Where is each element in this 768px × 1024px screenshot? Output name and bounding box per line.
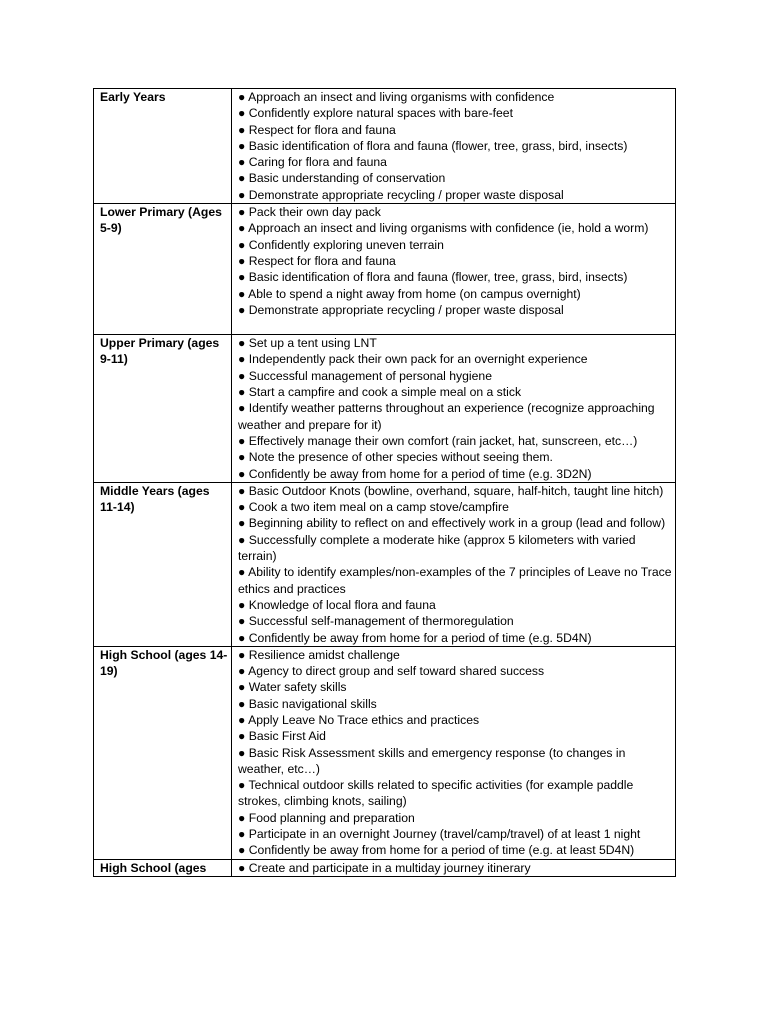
stage-label: Lower Primary (Ages 5-9) [94,204,232,335]
outcome-item: ● Independently pack their own pack for an overnight experience [238,352,588,367]
outcome-item: ● Successfully complete a moderate hike (approx 5 kilometers with varied terrain) [238,532,636,564]
outcome-item: ● Successful management of personal hygiene [238,368,492,383]
outcome-item: ● Confidently exploring uneven terrain [238,237,444,252]
outcome-item: ● Technical outdoor skills related to specific activities (for example paddle strokes, climbing knots, sailing) [238,778,634,809]
outcome-item: ● Confidently explore natural spaces with bare-feet [238,106,513,121]
outcome-item: ● Basic navigational skills [238,696,377,711]
outcome-item: ● Confidently be away from home for a period of time (e.g. 5D4N) [238,630,592,645]
outcome-item: ● Basic understanding of conservation [238,171,446,186]
outcome-item: ● Caring for flora and fauna [238,155,387,170]
outcome-item: ● Ability to identify examples/non-examples of the 7 principles of Leave no Trace ethics and practices [238,565,672,596]
outcome-list [232,859,676,876]
outcome-item: ● Water safety skills [238,680,347,695]
table-row [94,89,676,204]
outcome-list [232,482,676,646]
outcome-item: ● Basic identification of flora and fauna (flower, tree, grass, bird, insects) [238,138,628,153]
table-row [94,859,676,876]
outcome-item: ● Basic Risk Assessment skills and emergency response (to changes in weather, etc…) [238,745,626,776]
outcome-item: ● Pack their own day pack [238,205,381,220]
outcome-list [232,204,676,335]
outcome-item: ● Successful self-management of thermoregulation [238,614,514,629]
table-row [94,335,676,483]
outcome-item: ● Effectively manage their own comfort (rain jacket, hat, sunscreen, etc…) [238,433,638,448]
outcome-item: ● Able to spend a night away from home (on campus overnight) [238,286,581,301]
outcome-item: ● Respect for flora and fauna [238,253,396,268]
table-row [94,204,676,335]
outcome-item: ● Approach an insect and living organisms with confidence [238,90,555,104]
outcome-item: ● Create and participate in a multiday journey itinerary [238,860,531,875]
outcome-item: ● Confidently be away from home for a period of time (e.g. at least 5D4N) [238,843,635,858]
outcome-item: ● Food planning and preparation [238,810,415,825]
outcome-item: ● Resilience amidst challenge [238,647,400,662]
outcome-item: ● Beginning ability to reflect on and effectively work in a group (lead and follow) [238,516,666,531]
outcome-item: ● Participate in an overnight Journey (travel/camp/travel) of at least 1 night [238,827,641,842]
outcome-item: ● Apply Leave No Trace ethics and practices [238,712,480,727]
outcome-item: ● Confidently be away from home for a period of time (e.g. 3D2N) [238,466,592,481]
outcome-item: ● Demonstrate appropriate recycling / proper waste disposal [238,302,564,317]
outcome-item: ● Agency to direct group and self toward shared success [238,664,545,679]
outcome-list [232,335,676,483]
outcome-item: ● Set up a tent using LNT [238,336,377,351]
outcome-item: ● Respect for flora and fauna [238,122,396,137]
table-row [94,646,676,859]
stage-label: High School (ages 14-19) [94,646,232,859]
outcome-item: ● Knowledge of local flora and fauna [238,597,436,612]
stage-label: High School (ages [94,859,232,876]
stage-label: Early Years [94,89,232,204]
stage-label: Middle Years (ages 11-14) [94,482,232,646]
outcomes-table-body [94,89,676,877]
outcome-item: ● Start a campfire and cook a simple meal on a stick [238,385,522,400]
outcome-item: ● Approach an insect and living organisms with confidence (ie, hold a worm) [238,221,649,236]
outcome-item: ● Note the presence of other species without seeing them. [238,450,553,465]
table-row [94,482,676,646]
outcome-list [232,646,676,859]
stage-label: Upper Primary (ages 9-11) [94,335,232,483]
outcome-item: ● Demonstrate appropriate recycling / proper waste disposal [238,187,564,202]
outcome-item: ● Identify weather patterns throughout an experience (recognize approaching weather and prepare for it) [238,401,655,432]
outcome-list [232,89,676,204]
outcome-item: ● Basic First Aid [238,729,326,744]
outcome-item: ● Basic Outdoor Knots (bowline, overhand, square, half-hitch, taught line hitch) ● Cook a two item meal on a camp stove/campfire [238,483,664,515]
outcome-item: ● Basic identification of flora and fauna (flower, tree, grass, bird, insects) [238,270,628,285]
outcomes-table [93,88,676,877]
